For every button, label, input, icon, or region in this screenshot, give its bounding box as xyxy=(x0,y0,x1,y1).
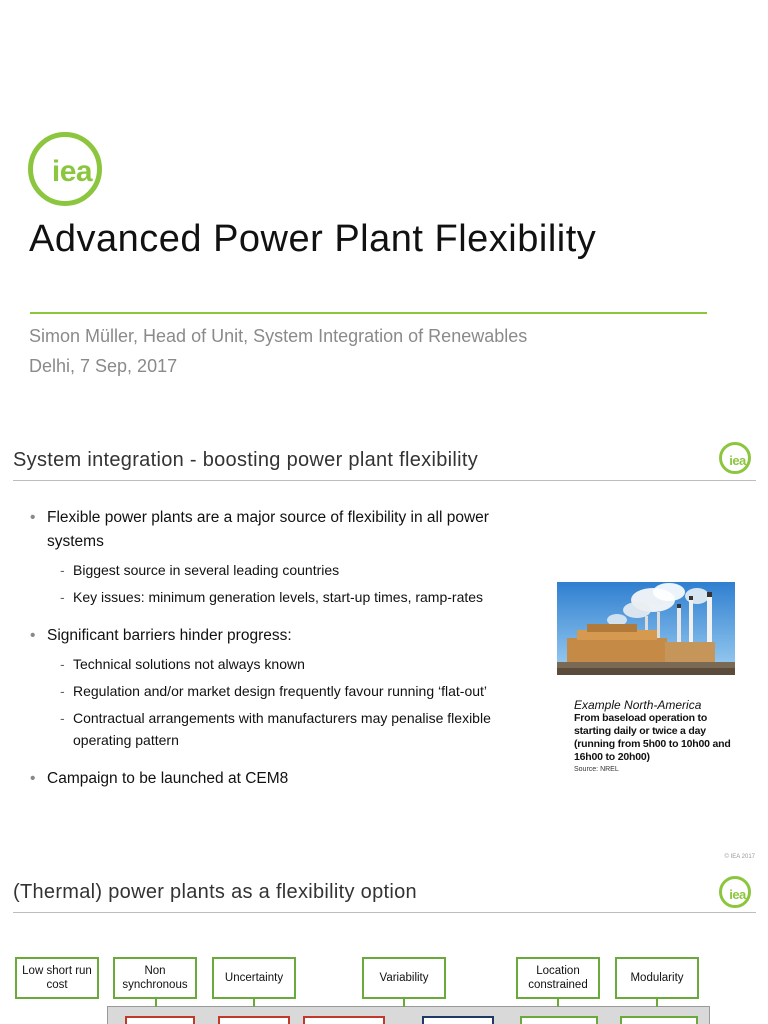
thermal-plants-slide xyxy=(0,864,768,1024)
sub-bullet-item: - Contractual arrangements with manufacturers may penalise flexible operating pattern xyxy=(30,707,540,751)
diagram-chip xyxy=(303,1016,385,1024)
presentation-title: Advanced Power Plant Flexibility xyxy=(29,218,597,260)
title-underline xyxy=(13,480,756,481)
slide-title: (Thermal) power plants as a flexibility option xyxy=(13,881,417,903)
diagram-chip xyxy=(520,1016,598,1024)
property-box: Uncertainty xyxy=(212,957,296,999)
connector-line xyxy=(253,999,255,1007)
copyright-notice: © IEA 2017 xyxy=(724,854,755,860)
diagram-chip xyxy=(620,1016,698,1024)
title-divider xyxy=(30,312,707,314)
title-slide xyxy=(0,0,768,420)
sub-bullet-item: - Biggest source in several leading countries xyxy=(30,559,540,581)
system-integration-slide xyxy=(0,430,768,862)
power-plant-photo xyxy=(557,582,735,675)
bullet-item: • Flexible power plants are a major source of flexibility in all power systems xyxy=(30,506,540,554)
date-line: Delhi, 7 Sep, 2017 xyxy=(29,356,178,376)
iea-logo-icon: iea xyxy=(719,876,751,908)
slide-title: System integration - boosting power plant flexibility xyxy=(13,449,479,471)
slide-separator xyxy=(0,420,768,428)
property-box: Location constrained xyxy=(516,957,600,999)
sub-bullet-item: - Regulation and/or market design frequently favour running ‘flat-out’ xyxy=(30,680,540,702)
sub-bullet-item: - Technical solutions not always known xyxy=(30,653,540,675)
bullet-item: • Campaign to be launched at CEM8 xyxy=(30,767,540,791)
connector-line xyxy=(557,999,559,1007)
connector-line xyxy=(656,999,658,1007)
bullet-list xyxy=(30,506,540,791)
property-box: Non synchronous xyxy=(113,957,197,999)
photo-caption xyxy=(574,698,734,773)
diagram-chip xyxy=(125,1016,195,1024)
bullet-item: • Significant barriers hinder progress: xyxy=(30,624,540,648)
caption-title: Example North-America xyxy=(574,698,702,712)
diagram-chip xyxy=(218,1016,290,1024)
presenter-line: Simon Müller, Head of Unit, System Integration of Renewables xyxy=(29,326,528,346)
caption-source: Source: NREL xyxy=(574,766,619,773)
title-underline xyxy=(13,912,756,913)
property-box: Low short run cost xyxy=(15,957,99,999)
property-box: Modularity xyxy=(615,957,699,999)
iea-logo-icon: iea xyxy=(719,442,751,474)
diagram-chip xyxy=(422,1016,494,1024)
connector-line xyxy=(155,999,157,1007)
connector-line xyxy=(403,999,405,1007)
iea-logo-icon: iea xyxy=(28,132,102,206)
sub-bullet-item: - Key issues: minimum generation levels, start-up times, ramp-rates xyxy=(30,586,540,608)
property-box: Variability xyxy=(362,957,446,999)
caption-text: From baseload operation to starting daily or twice a day (running from 5h00 to 10h00 and 16h00 to 20h00) xyxy=(574,712,731,763)
